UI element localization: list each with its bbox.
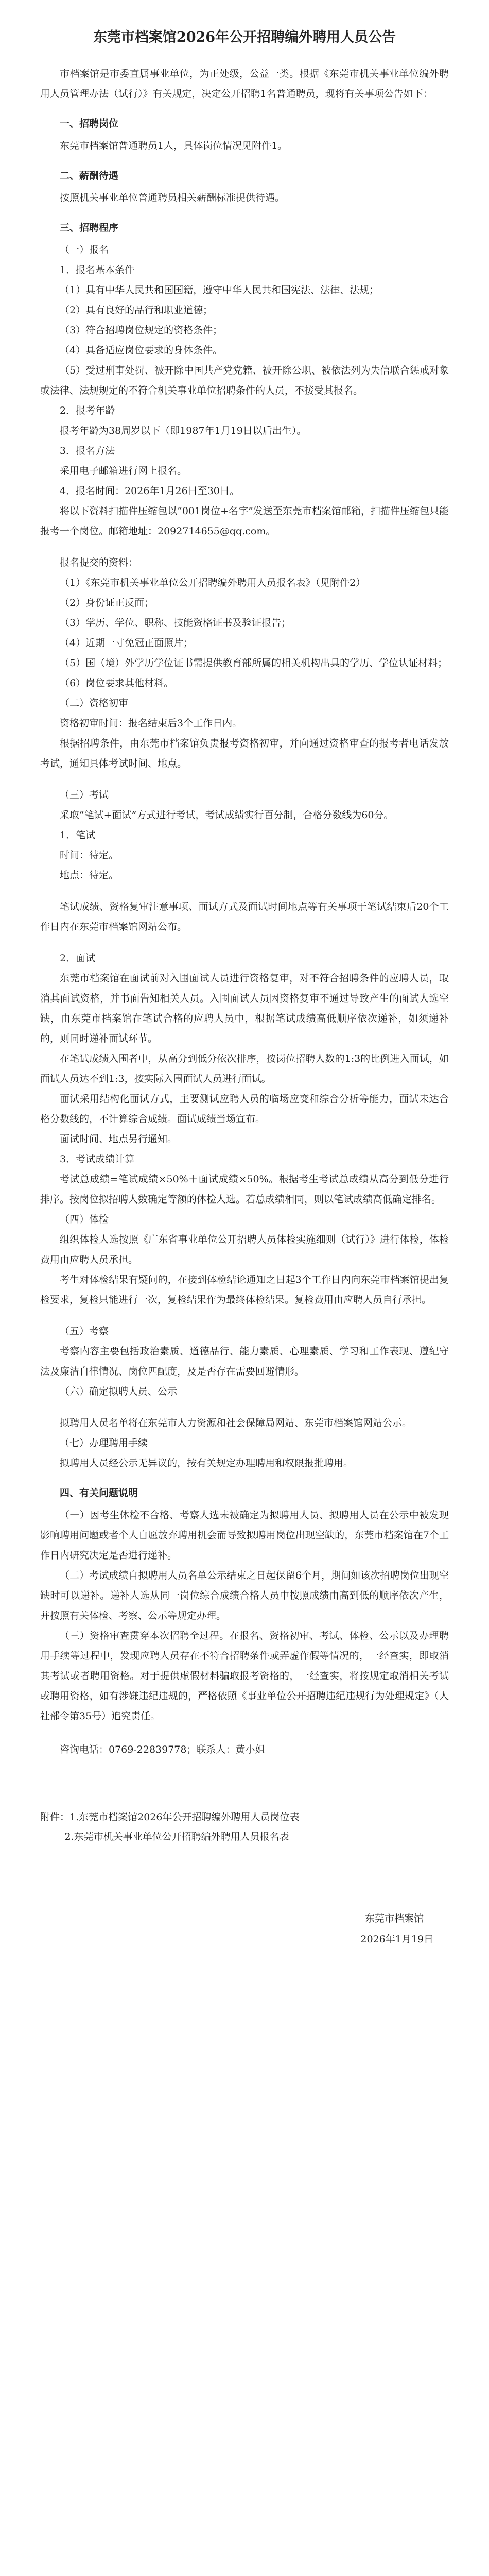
interview-text: 东莞市档案馆在面试前对入围面试人员进行资格复审，对不符合招聘条件的应聘人员，取消其面试资格，并书面告知相关人员。入围面试人员因资格复审不通过导致产生的面试人选空缺，由东莞市档案馆在笔试合格的应聘人员中，根据笔试成绩高低顺序依次递补，如须递补的，则同时递补面试环节。	[40, 973, 449, 1044]
material-item: （4）近期一寸免冠正面照片；	[60, 637, 194, 649]
attachments	[40, 1807, 449, 1846]
intro-paragraph: 市档案馆是市委直属事业单位，为正处级，公益一类。根据《东莞市机关事业单位编外聘用人员管理办法（试行）》有关规定，决定公开招聘1名普通聘员，现将有关事项公告如下：	[40, 68, 449, 99]
health-check-text: 考生对体检结果有疑问的，在接到体检结论通知之日起3个工作日内向东莞市档案馆提出复检要求，复检只能进行一次，复检结果作为最终体检结果。复检费用由应聘人员自行承担。	[40, 1274, 449, 1306]
written-exam-text: 笔试成绩、资格复审注意事项、面试方式及面试时间地点等有关事项于笔试结束后20个工作日内在东莞市档案馆网站公布。	[40, 901, 449, 933]
condition-item: （3）符合招聘岗位规定的资格条件；	[60, 325, 223, 336]
section-heading-procedure: 三、招聘程序	[60, 222, 119, 233]
note-item: （三）资格审查贯穿本次招聘全过程。在报名、资格初审、考试、体检、公示以及办理聘用手续等过程中，发现应聘人员存在不符合招聘条件或弄虚作假等情况的，一经查实，即取消其考试或者聘用资格。对于提供虚假材料骗取报考资格的，一经查实，将按规定取消相关考试或聘用资格，如有涉嫌违纪违规的，严格依照《事业单位公开招聘违纪违规行为处理规定》（人社部令第35号）追究责任。	[40, 1630, 449, 1722]
material-item: （6）岗位要求其他材料。	[60, 677, 174, 689]
written-exam-title: 1．笔试	[60, 829, 96, 841]
condition-item: （5）受过刑事处罚、被开除中国共产党党籍、被开除公职、被依法列为失信联合惩戒对象或法律、法规规定的不符合机关事业单位招聘条件的人员，不接受其报名。	[40, 365, 449, 396]
issuer-name: 东莞市档案馆	[364, 1913, 424, 1924]
method-title: 3．报名方法	[60, 445, 115, 456]
subsection-exam: （三）考试	[60, 789, 109, 801]
signature-block	[40, 1908, 449, 1950]
interview-text: 面试时间、地点另行通知。	[60, 1133, 178, 1145]
material-item: （3）学历、学位、职称、技能资格证书及验证报告；	[60, 617, 291, 629]
subsection-registration: （一）报名	[60, 244, 109, 256]
registration-time: 4．报名时间：2026年1月26日至30日。	[60, 485, 239, 497]
investigation-text: 考察内容主要包括政治素质、道德品行、能力素质、心理素质、学习和工作表现、遵纪守法及廉洁自律情况、岗位匹配度，及是否存在需要回避情形。	[40, 1346, 449, 1377]
publicity-text: 拟聘用人员名单将在东莞市人力资源和社会保障局网站、东莞市档案馆网站公示。	[60, 1417, 412, 1429]
section-heading-salary: 二、薪酬待遇	[60, 170, 119, 181]
document-title: 东莞市档案馆2026年公开招聘编外聘用人员公告	[93, 29, 396, 45]
note-item: （一）因考生体检不合格、考察人选未被确定为拟聘用人员、拟聘用人员在公示中被发现影响聘用问题或者个人自愿放弃聘用机会而导致拟聘用岗位出现空缺的，东莞市档案馆在7个工作日内研究决定是否进行递补。	[40, 1510, 449, 1561]
method-text: 采用电子邮箱进行网上报名。	[60, 465, 187, 477]
score-title: 3．考试成绩计算	[60, 1154, 135, 1165]
subsection-publicity: （六）确定拟聘人员、公示	[60, 1386, 178, 1397]
section-heading-positions: 一、招聘岗位	[60, 118, 119, 129]
review-time: 资格初审时间：报名结束后3个工作日内。	[60, 718, 242, 729]
written-exam-time: 时间：待定。	[60, 850, 119, 861]
exam-text: 采取“笔试+面试”方式进行考试，考试成绩实行百分制，合格分数线为60分。	[60, 809, 394, 821]
subsection-review: （二）资格初审	[60, 698, 129, 709]
contact-info: 咨询电话：0769-22839778；联系人：黄小姐	[60, 1744, 265, 1755]
subsection-health-check: （四）体检	[60, 1214, 109, 1225]
note-item: （二）考试成绩自拟聘用人员名单公示结束之日起保留6个月，期间如该次招聘岗位出现空缺时可以递补。递补人选从同一岗位综合成绩合格人员中按照成绩由高到低的顺序依次产生，并按照有关体检、考察、公示等规定办理。	[40, 1570, 449, 1621]
age-text: 报考年龄为38周岁以下（即1987年1月19日以后出生）。	[60, 425, 307, 436]
condition-item: （1）具有中华人民共和国国籍，遵守中华人民共和国宪法、法律、法规；	[60, 284, 379, 296]
attachment-item: 附件：1.东莞市档案馆2026年公开招聘编外聘用人员岗位表	[40, 1811, 300, 1823]
written-exam-place: 地点：待定。	[60, 870, 119, 881]
attachment-item: 2.东莞市机关事业单位公开招聘编外聘用人员报名表	[64, 1831, 289, 1842]
interview-text: 面试采用结构化面试方式，主要测试应聘人员的临场应变和综合分析等能力，面试未达合格分数线的，不计算综合成绩。面试成绩当场宣布。	[40, 1093, 449, 1125]
materials-heading: 报名提交的资料：	[60, 557, 138, 568]
interview-title: 2．面试	[60, 953, 96, 964]
score-text: 考试总成绩=笔试成绩×50%＋面试成绩×50%。根据考生考试总成绩从高分到低分进行排序。按岗位拟招聘人数确定等额的体检人选。若总成绩相同，则以笔试成绩高低确定排名。	[40, 1174, 449, 1205]
condition-item: （2）具有良好的品行和职业道德；	[60, 304, 213, 316]
material-item: （5）国（境）外学历学位证书需提供教育部所属的相关机构出具的学历、学位认证材料；	[60, 657, 448, 669]
age-title: 2．报考年龄	[60, 405, 115, 416]
review-text: 根据招聘条件，由东莞市档案馆负责报考资格初审，并向通过资格审查的报考者电话发放考试，通知具体考试时间、地点。	[40, 738, 449, 769]
section-heading-notes: 四、有关问题说明	[60, 1487, 138, 1499]
positions-text: 东莞市档案馆普通聘员1人，具体岗位情况见附件1。	[60, 140, 288, 151]
salary-text: 按照机关事业单位普通聘员相关薪酬标准提供待遇。	[60, 192, 285, 204]
material-item: （1）《东莞市机关事业单位公开招聘编外聘用人员报名表》（见附件2）	[60, 577, 366, 588]
interview-text: 在笔试成绩入围者中，从高分到低分依次排序，按岗位招聘人数的1:3的比例进入面试，如面试人员达不到1:3，按实际入围面试人员进行面试。	[40, 1053, 449, 1084]
subsection-hiring: （七）办理聘用手续	[60, 1437, 148, 1449]
registration-conditions-title: 1．报名基本条件	[60, 264, 135, 276]
condition-item: （4）具备适应岗位要求的身体条件。	[60, 345, 223, 356]
subsection-investigation: （五）考察	[60, 1326, 109, 1337]
registration-email-text: 将以下资料扫描件压缩包以“001岗位+名字”发送至东莞市档案馆邮箱，扫描件压缩包只能报考一个岗位。邮箱地址：2092714655@qq.com。	[40, 505, 449, 537]
issue-date: 2026年1月19日	[360, 1934, 433, 1945]
material-item: （2）身份证正反面；	[60, 597, 154, 608]
health-check-text: 组织体检人选按照《广东省事业单位公开招聘人员体检实施细则（试行）》进行体检，体检费用由应聘人员承担。	[40, 1234, 449, 1265]
hiring-text: 拟聘用人员经公示无异议的，按有关规定办理聘用和权限报批聘用。	[60, 1458, 354, 1469]
